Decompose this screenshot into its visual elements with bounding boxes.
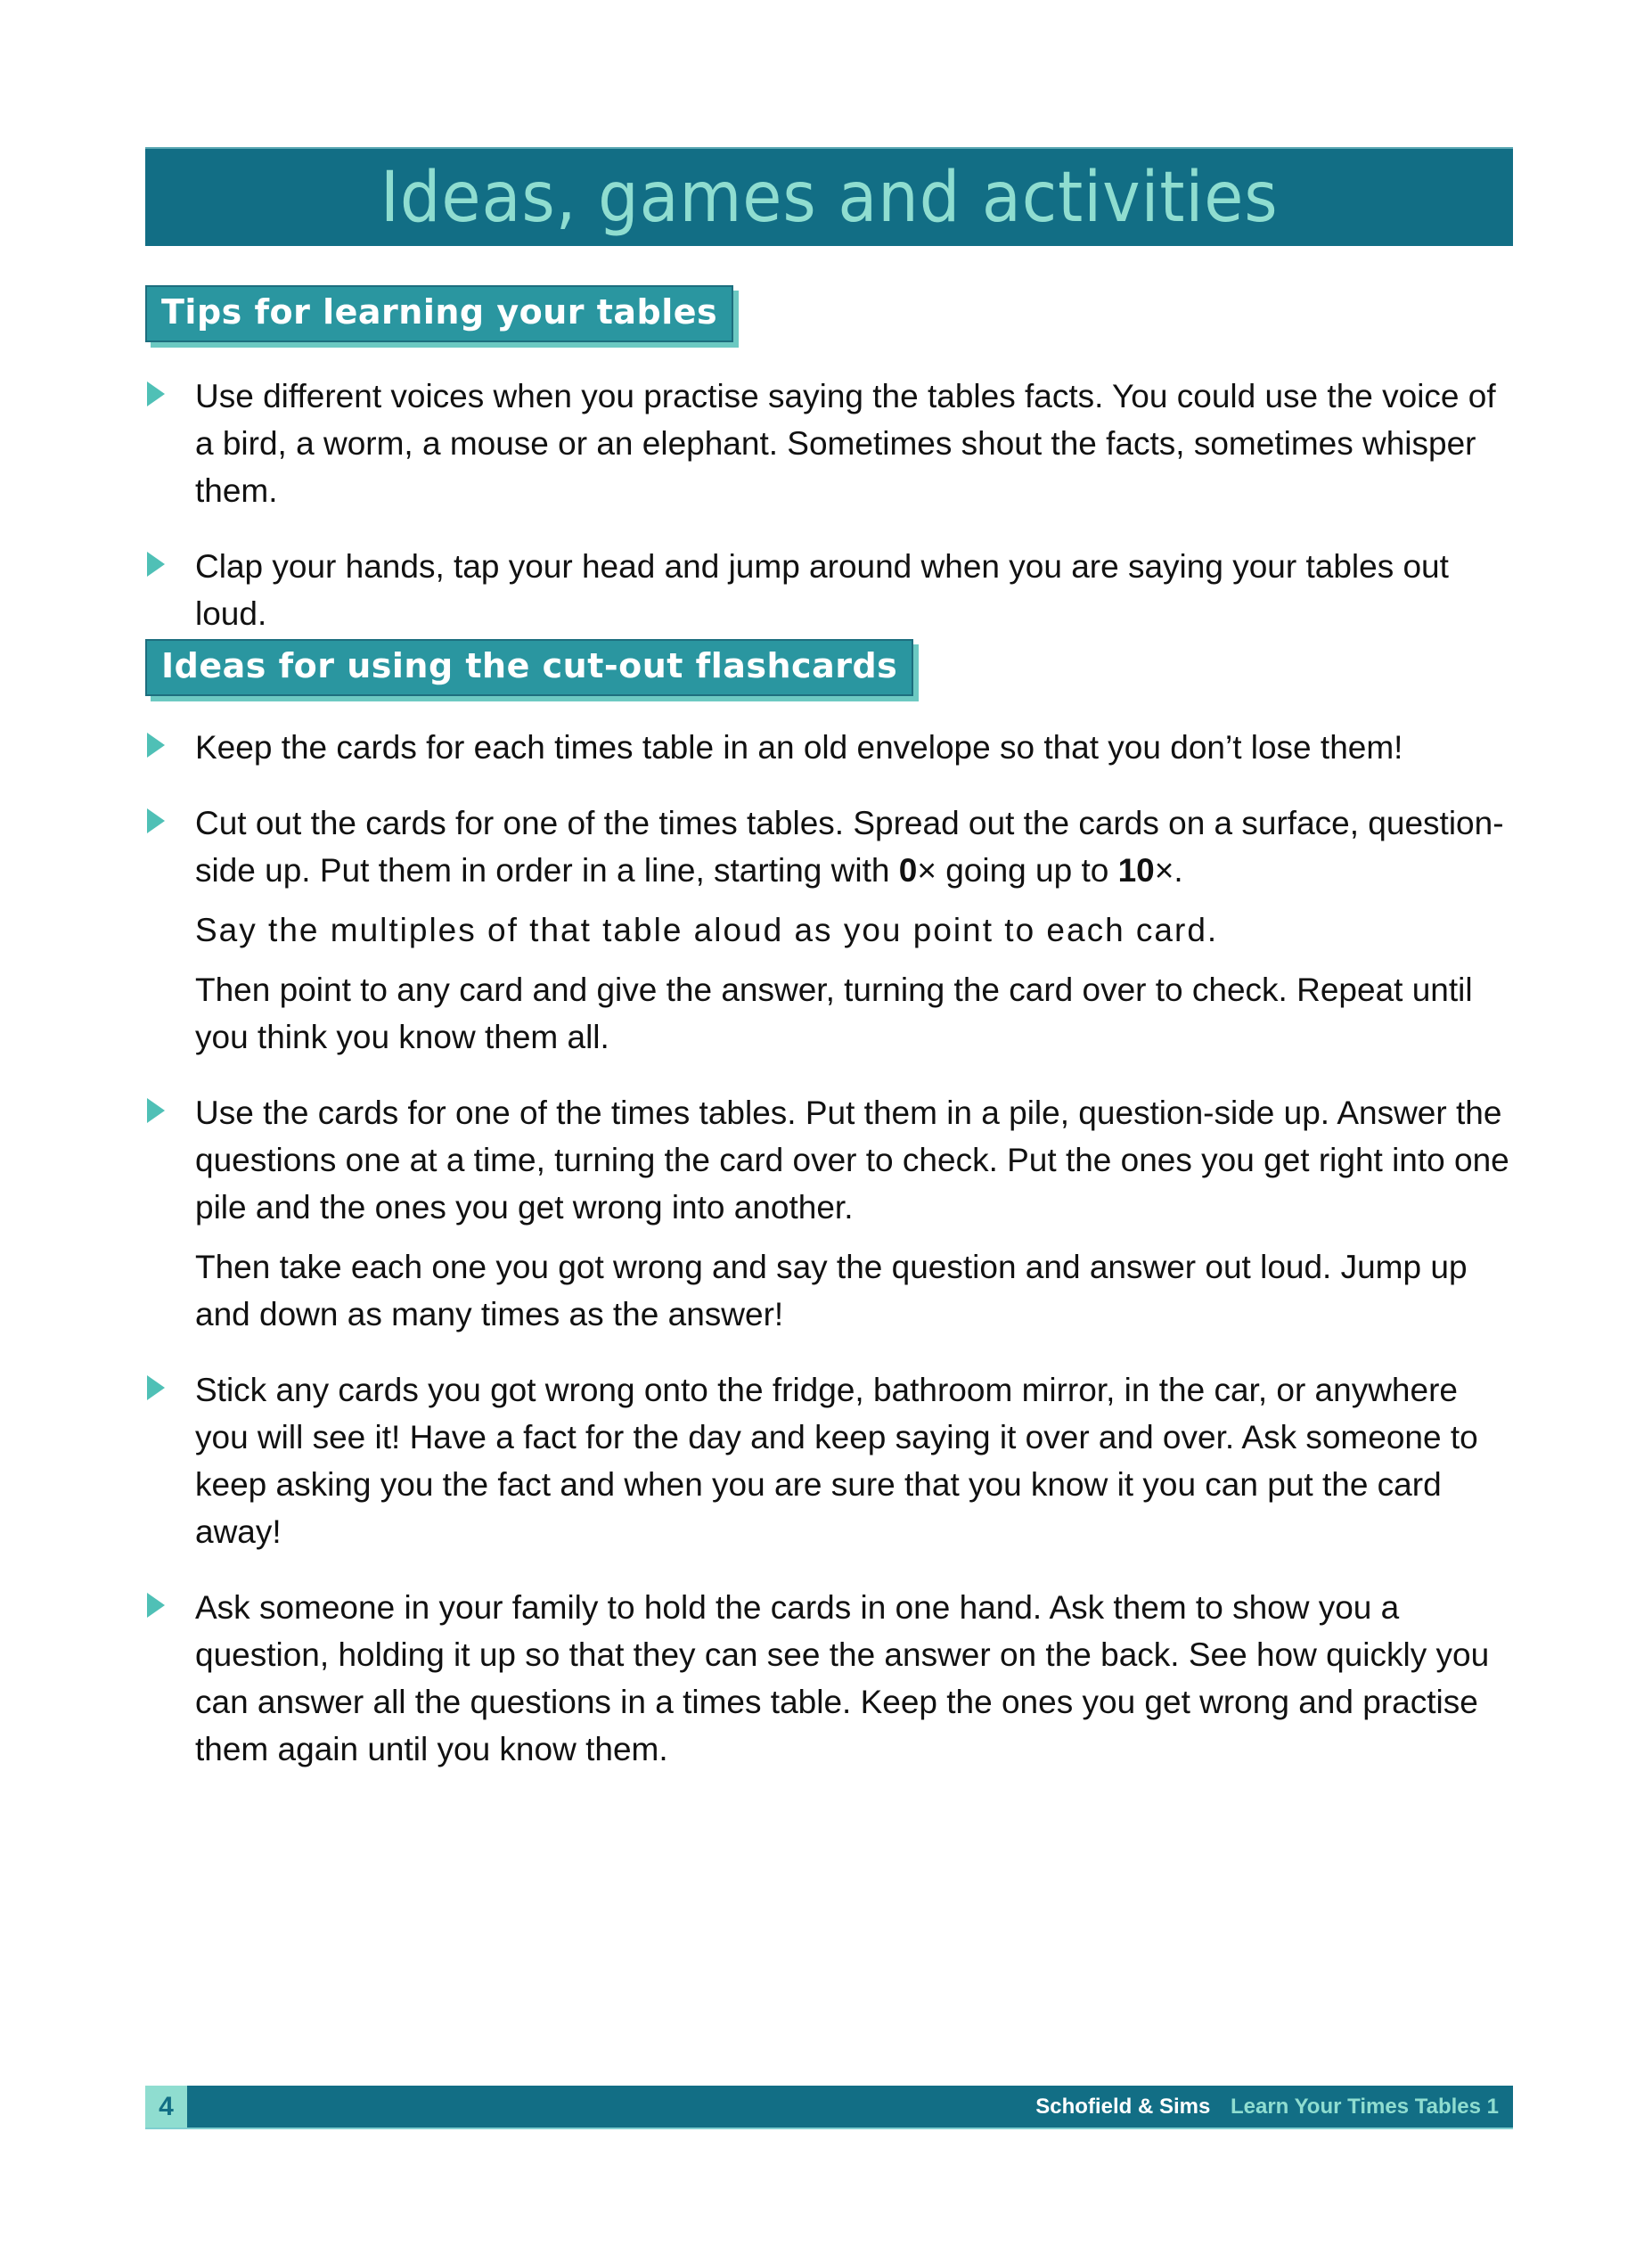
list-item (145, 373, 1517, 514)
page-title: Ideas, games and activities (380, 157, 1279, 238)
paragraph: Then point to any card and give the answer, turning the card over to check. Repeat until you think you know them all. (195, 972, 1473, 1055)
triangle-bullet-icon (147, 1593, 165, 1618)
list-item (145, 543, 1517, 637)
page-footer (145, 2086, 1513, 2129)
paragraph: Ask someone in your family to hold the cards in one hand. Ask them to show you a question, holding it up so that they can see the answer on the back. See how quickly you can answer all the questions in a times table. Keep the ones you get wrong and practise them again until you know them. (195, 1589, 1490, 1767)
publisher-name: Schofield & Sims (1035, 2094, 1211, 2119)
paragraph: Stick any cards you got wrong onto the fridge, bathroom mirror, in the car, or anywhere you will see it! Have a fact for the day and keep saying it over and over. Ask someone to keep asking you the fact and when you are sure that you know it you can put the card away! (195, 1372, 1478, 1550)
bold-number: 0 (898, 852, 918, 889)
book-title: Learn Your Times Tables 1 (1230, 2094, 1499, 2119)
page-title-band (145, 147, 1513, 246)
triangle-bullet-icon (147, 1375, 165, 1400)
paragraph: Cut out the cards for one of the times tables. Spread out the cards on a surface, question-side up. Put them in order in a line, starting with 0× going up to 10×. (195, 805, 1504, 889)
footer-credits (1035, 2095, 1499, 2120)
list-item (145, 724, 1517, 771)
list-item (145, 1584, 1517, 1773)
triangle-bullet-icon (147, 552, 165, 577)
bold-number: 10 (1117, 852, 1155, 889)
paragraph: Then take each one you got wrong and say the question and answer out loud. Jump up and down as many times as the answer! (195, 1249, 1468, 1332)
flashcards-list (145, 724, 1517, 1773)
paragraph: Say the multiples of that table aloud as you point to each card. (195, 912, 1219, 948)
triangle-bullet-icon (147, 1098, 165, 1123)
list-item (145, 1366, 1517, 1555)
list-item (145, 799, 1517, 1061)
list-item (145, 1089, 1517, 1338)
triangle-bullet-icon (147, 381, 165, 406)
triangle-bullet-icon (147, 733, 165, 758)
page-number: 4 (145, 2086, 187, 2128)
triangle-bullet-icon (147, 808, 165, 833)
paragraph: Use the cards for one of the times tables. Put them in a pile, question-side up. Answer the questions one at a time, turning the card over to check. Put the ones you get right into one pile and the ones you get wrong into another. (195, 1095, 1509, 1226)
tips-list (145, 373, 1517, 637)
paragraph: Clap your hands, tap your head and jump around when you are saying your tables out loud. (195, 548, 1449, 632)
paragraph: Use different voices when you practise saying the tables facts. You could use the voice of a bird, a worm, a mouse or an elephant. Sometimes shout the facts, sometimes whisper them. (195, 378, 1496, 509)
section-heading-flashcards: Ideas for using the cut-out flashcards (145, 639, 913, 696)
paragraph: Keep the cards for each times table in an old envelope so that you don’t lose them! (195, 729, 1403, 766)
section-heading-tips: Tips for learning your tables (145, 285, 733, 342)
